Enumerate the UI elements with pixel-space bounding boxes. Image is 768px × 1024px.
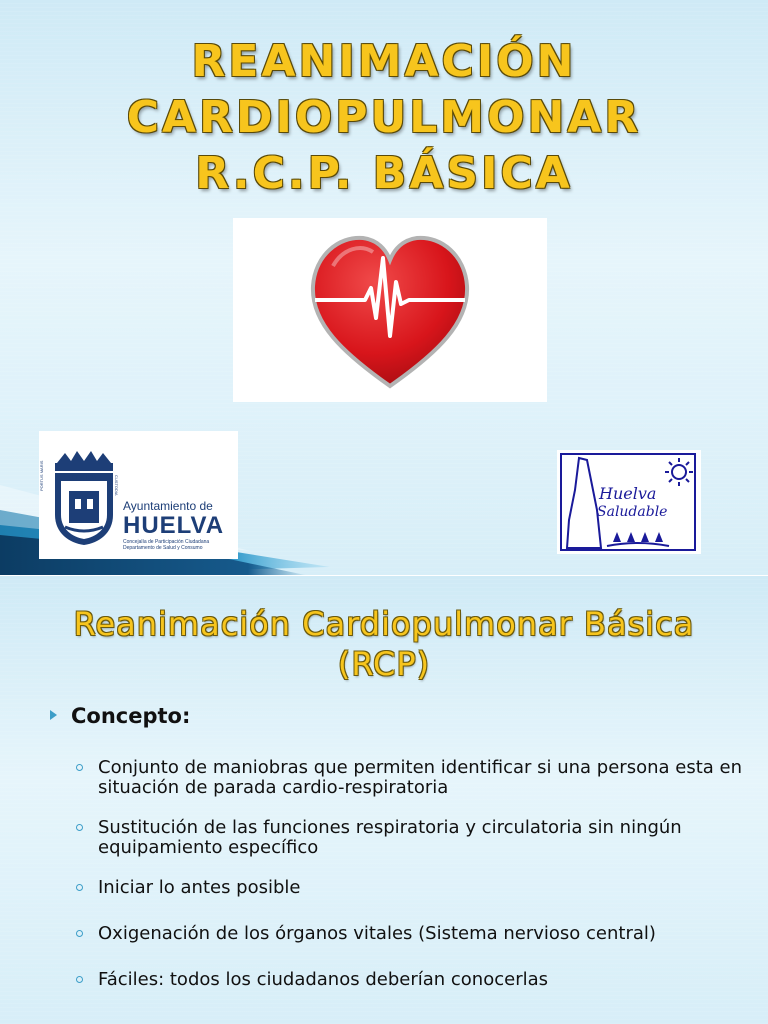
cover-title: [0, 34, 768, 202]
bullet-circle-icon: [76, 976, 83, 983]
concept-slide-title: [0, 604, 768, 684]
bullet-text: Sustitución de las funciones respiratoria y circulatoria sin ningún equipamiento específico: [98, 817, 682, 858]
list-item: [76, 924, 756, 944]
concept-heading: [50, 704, 190, 728]
list-item: [76, 970, 756, 990]
coat-of-arms-icon: [51, 445, 117, 547]
concept-label: Concepto:: [71, 704, 191, 728]
heart-image: [233, 218, 547, 402]
coat-motto: ET TERRA: [71, 475, 97, 481]
huelva-saludable-logo: [557, 450, 701, 554]
bullet-text: Oxigenación de los órganos vitales (Sistema nervioso central): [98, 923, 656, 944]
coat-side-text-right: CUSTODIA: [114, 475, 119, 496]
cover-title-line-1: REANIMACIÓN: [191, 36, 577, 87]
bullet-text: Conjunto de maniobras que permiten identificar si una persona esta en situación de parada cardio-respiratoria: [98, 757, 742, 798]
saludable-line-1: Huelva: [599, 484, 657, 503]
city-line-1: Ayuntamiento de: [123, 499, 213, 513]
city-line-3: Concejalía de Participación Ciudadana: [123, 539, 210, 545]
bullet-circle-icon: [76, 884, 83, 891]
bullet-arrow-icon: [50, 710, 57, 720]
slide-concept: [0, 576, 768, 1024]
heart-pulse-icon: [233, 218, 547, 402]
coat-side-text-left: PORTUS MARIS: [39, 460, 44, 491]
concept-slide-title-line-1: Reanimación Cardiopulmonar Básica: [73, 605, 695, 643]
cover-title-line-3: R.C.P. BÁSICA: [195, 148, 573, 199]
list-item: [76, 878, 756, 898]
huelva-city-logo: [39, 431, 238, 559]
bullet-circle-icon: [76, 930, 83, 937]
cover-title-line-2: CARDIOPULMONAR: [126, 92, 642, 143]
sun-icon: [665, 458, 693, 486]
city-line-4: Departamento de Salud y Consumo: [123, 545, 203, 551]
concept-bullet-list: [76, 758, 756, 990]
bullet-circle-icon: [76, 824, 83, 831]
bullet-text: Fáciles: todos los ciudadanos deberían conocerlas: [98, 969, 548, 990]
bullet-text: Iniciar lo antes posible: [98, 877, 301, 898]
list-item: [76, 818, 756, 858]
list-item: [76, 758, 756, 798]
city-line-2: HUELVA: [123, 512, 225, 539]
bullet-circle-icon: [76, 764, 83, 771]
saludable-line-2: Saludable: [597, 504, 668, 520]
city-name-block: [123, 499, 233, 551]
concept-slide-title-line-2: (RCP): [337, 645, 431, 683]
